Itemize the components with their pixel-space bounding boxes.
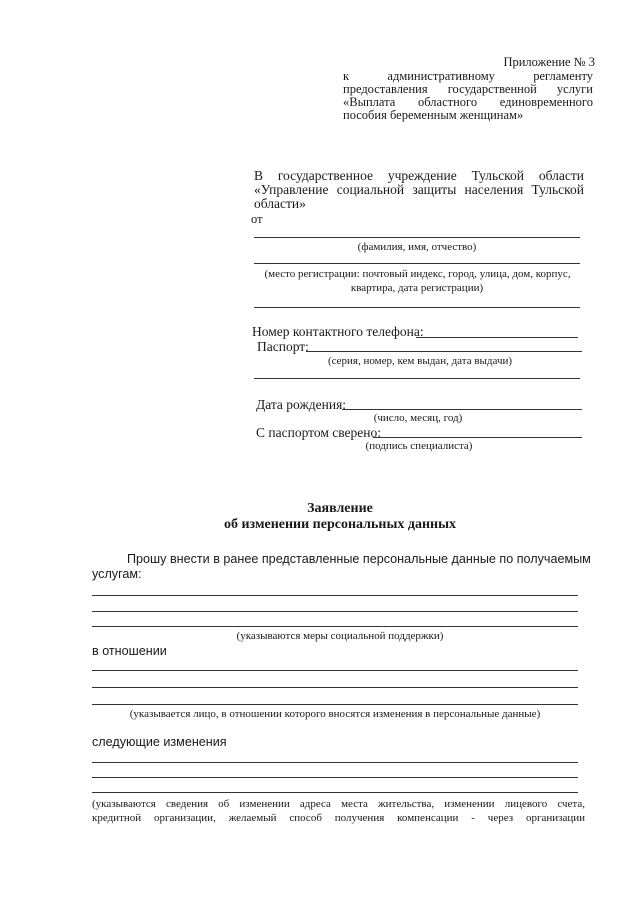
statement-intro-line-1: Прошу внести в ранее представленные персональные данные по получаемым (127, 552, 591, 566)
passport-input-line[interactable] (306, 351, 582, 352)
verified-caption: (подпись специалиста) (365, 440, 473, 452)
changes-line-1[interactable] (92, 762, 578, 763)
changes-caption-line-2: кредитной организации, желаемый способ получения компенсации - через организации (92, 812, 585, 824)
regarding-label: в отношении (92, 644, 167, 658)
services-line-3[interactable] (92, 626, 578, 627)
appendix-line-4: пособия беременным женщинам» (343, 108, 524, 122)
person-caption: (указывается лицо, в отношении которого вносятся изменения в персональные данные) (129, 708, 541, 720)
statement-intro-line-2: услугам: (92, 567, 142, 581)
passport-caption: (серия, номер, кем выдан, дата выдачи) (327, 355, 513, 367)
registration-line-2[interactable] (254, 307, 580, 308)
registration-caption-1: (место регистрации: почтовый индекс, город, улица, дом, корпус, (264, 268, 571, 280)
changes-line-2[interactable] (92, 777, 578, 778)
addressee-line-1: В государственное учреждение Тульской области (254, 168, 584, 183)
regarding-line-2[interactable] (92, 687, 578, 688)
changes-caption-line-1: (указываются сведения об изменении адреса места жительства, изменении лицевого счета, (92, 798, 585, 810)
passport-line-2[interactable] (254, 378, 580, 379)
statement-title: Заявление (307, 501, 373, 516)
appendix-line-1: к административному регламенту (343, 69, 593, 83)
services-line-2[interactable] (92, 611, 578, 612)
addressee-line-3: области» (254, 196, 306, 211)
fio-line[interactable] (254, 237, 580, 238)
phone-label: Номер контактного телефона: (252, 324, 424, 339)
changes-label: следующие изменения (92, 735, 227, 749)
services-line-1[interactable] (92, 595, 578, 596)
changes-line-3[interactable] (92, 792, 578, 793)
phone-input-line[interactable] (416, 337, 578, 338)
appendix-line-3: «Выплата областного единовременного (343, 95, 593, 109)
regarding-line-3[interactable] (92, 704, 578, 705)
appendix-title: Приложение № 3 (503, 55, 595, 69)
registration-caption-2: квартира, дата регистрации) (350, 282, 484, 294)
registration-line-1[interactable] (254, 263, 580, 264)
verified-label: С паспортом сверено: (256, 425, 382, 440)
addressee-line-2: «Управление социальной защиты населения Тульской (254, 182, 584, 197)
birth-date-label: Дата рождения: (256, 397, 347, 412)
statement-subtitle: об изменении персональных данных (223, 517, 457, 532)
from-label: от (251, 212, 263, 226)
appendix-line-2: предоставления государственной услуги (343, 82, 593, 96)
verified-input-line[interactable] (373, 437, 582, 438)
services-caption: (указываются меры социальной поддержки) (236, 630, 444, 642)
birth-date-caption: (число, месяц, год) (373, 412, 463, 424)
fio-caption: (фамилия, имя, отчество) (357, 241, 477, 253)
passport-label: Паспорт: (257, 339, 309, 354)
regarding-line-1[interactable] (92, 670, 578, 671)
birth-date-input-line[interactable] (342, 409, 582, 410)
